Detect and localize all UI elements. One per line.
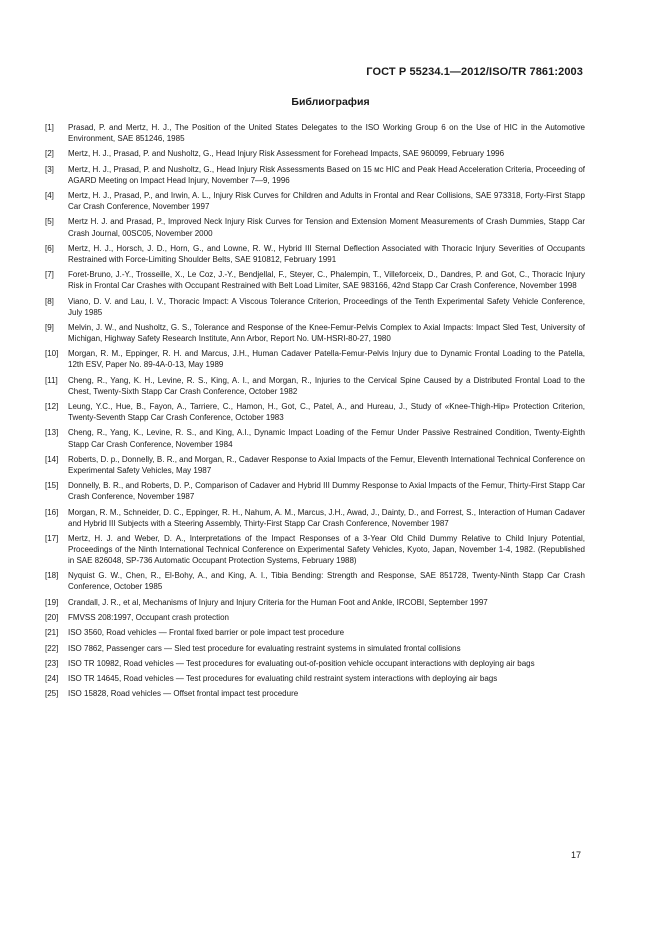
reference-text: Crandall, J. R., et al, Mechanisms of Injury and Injury Criteria for the Human Foot and Ankle, IRCOBI, September 1997 (68, 597, 488, 607)
reference-number: [24] (45, 674, 59, 684)
reference-item (45, 375, 585, 397)
reference-number: [4] (45, 191, 54, 201)
reference-text: Leung, Y.C., Hue, B., Fayon, A., Tarriere, C., Hamon, H., Got, C., Patel, A., and Hureau, J., Study of «Knee-Thigh-Hip» Protection Criterion, Twenty-Seventh Stapp Car Crash Conference, October 1983 (68, 402, 585, 423)
reference-text: Morgan, R. M., Schneider, D. C., Eppinger, R. H., Nahum, A. M., Marcus, J.H., Awad, J., Dainty, D., and Forrest, S., Interaction of Human Cadaver and Hybrid III Subjects with a Steering Assembly, Thirty-First Stapp Car Crash Conference, November 1987 (68, 507, 585, 528)
reference-text: Mertz, H. J., Prasad, P. and Nusholtz, G., Head Injury Risk Assessments Based on 15 мс HIC and Peak Head Acceleration Criteria, Proceeding of AGARD Meeting on Impact Head Injury, November 7—9, 1996 (68, 164, 585, 185)
reference-number: [6] (45, 243, 54, 253)
reference-text: ISO TR 14645, Road vehicles — Test procedures for evaluating child restraint system interactions with deploying air bags (68, 674, 498, 684)
reference-text: Donnelly, B. R., and Roberts, D. P., Comparison of Cadaver and Hybrid III Dummy Response to Axial Impacts of the Femur, Thirty-First Stapp Car Crash Conference, November 1987 (68, 481, 585, 502)
reference-text: Cheng, R., Yang, K. H., Levine, R. S., King, A. I., and Morgan, R., Injuries to the Cervical Spine Caused by a Distributed Frontal Load to the Chest, Twenty-Sixth Stapp Car Crash Conference, October 1982 (68, 375, 585, 396)
page-title: Библиография (291, 96, 370, 108)
reference-number: [22] (45, 643, 59, 653)
reference-item (45, 643, 585, 654)
reference-item (45, 507, 585, 529)
reference-number: [10] (45, 349, 59, 359)
reference-text: Mertz, H. J., Horsch, J. D., Horn, G., and Lowne, R. W., Hybrid III Sternal Deflection Associated with Thoracic Injury Severities of Occupants Restrained with Force-Limiting Shoulder Belts, SAE 910812, February 1991 (68, 243, 585, 264)
reference-number: [1] (45, 123, 54, 132)
standard-header: ГОСТ Р 55234.1—2012/ISO/TR 7861:2003 (366, 66, 583, 78)
reference-item (45, 216, 585, 238)
reference-item (45, 533, 585, 566)
reference-text: Roberts, D. p., Donnelly, B. R., and Morgan, R., Cadaver Response to Axial Impacts of the Femur, Eleventh International Technical Conference on Experimental Safety Vehicles, May 1987 (68, 454, 585, 475)
reference-number: [19] (45, 597, 59, 607)
reference-item (45, 164, 585, 186)
reference-number: [17] (45, 533, 59, 543)
reference-item (45, 427, 585, 449)
reference-number: [18] (45, 571, 59, 581)
reference-item (45, 454, 585, 476)
page-number: 17 (570, 850, 581, 860)
reference-item (45, 612, 585, 623)
reference-item (45, 570, 585, 592)
reference-item (45, 190, 585, 212)
reference-text: ISO TR 10982, Road vehicles — Test procedures for evaluating out-of-position vehicle occupant interactions with deploying air bags (68, 658, 535, 668)
reference-number: [14] (45, 454, 59, 464)
reference-text: ISO 15828, Road vehicles — Offset frontal impact test procedure (68, 689, 299, 699)
reference-number: [23] (45, 658, 59, 668)
reference-item (45, 480, 585, 502)
reference-number: [3] (45, 164, 54, 174)
reference-item (45, 401, 585, 423)
reference-item (45, 269, 585, 291)
reference-text: Cheng, R., Yang, K., Levine, R. S., and King, A.I., Dynamic Impact Loading of the Femur Under Passive Restrained Condition, Twenty-Eighth Stapp Car Crash Conference, November 1984 (68, 428, 585, 449)
reference-item (45, 348, 585, 370)
reference-number: [8] (45, 296, 54, 306)
reference-number: [9] (45, 322, 54, 332)
reference-item (45, 296, 585, 318)
reference-text: Morgan, R. M., Eppinger, R. H. and Marcus, J.H., Human Cadaver Patella-Femur-Pelvis Injury due to Dynamic Frontal Loading to the Patella, 12th ESV, Paper No. 89-4A-0-13, May 1989 (68, 349, 585, 370)
reference-item (45, 243, 585, 265)
reference-number: [21] (45, 628, 59, 638)
reference-item (45, 597, 585, 608)
reference-text: ISO 7862, Passenger cars — Sled test procedure for evaluating restraint systems in simulated frontal collisions (68, 643, 461, 653)
reference-number: [16] (45, 507, 59, 517)
reference-item (45, 148, 585, 159)
reference-text: Melvin, J. W., and Nusholtz, G. S., Tolerance and Response of the Knee-Femur-Pelvis Complex to Axial Impacts: Impact Sled Test, University of Michigan, Highway Safety Research Institute, Ann Arbor, Report No. UM-HSRI-80-27, 1980 (68, 322, 585, 343)
reference-number: [20] (45, 613, 59, 623)
reference-text: FMVSS 208:1997, Occupant crash protection (68, 613, 229, 623)
reference-number: [5] (45, 217, 54, 227)
reference-text: Viano, D. V. and Lau, I. V., Thoracic Impact: A Viscous Tolerance Criterion, Proceedings of the Tenth Experimental Safety Vehicle Conference, July 1985 (68, 296, 585, 317)
reference-item (45, 122, 585, 144)
reference-item (45, 627, 585, 638)
reference-number: [7] (45, 270, 54, 280)
reference-text: Mertz, H. J., Prasad, P., and Irwin, A. L., Injury Risk Curves for Children and Adults in Frontal and Rear Collisions, SAE 973318, Forty-First Stapp Car Crash Conference, November 1997 (68, 191, 585, 212)
reference-number: [2] (45, 149, 54, 159)
reference-text: Mertz, H. J. and Weber, D. A., Interpretations of the Impact Responses of a 3-Year Old Child Dummy Relative to Child Injury Potential, Proceedings of the Ninth International Technical Conference on Experimental Safety Vehicles, Kyoto, Japan, November 1-4, 1982. (Republished in SAE 826048, SP-736 Automatic Occupant Protection Systems, February 1988) (68, 533, 585, 566)
reference-text: Mertz H. J. and Prasad, P., Improved Neck Injury Risk Curves for Tension and Extension Moment Measurements of Crash Dummies, Stapp Car Crash Journal, 00SC05, November 2000 (68, 217, 585, 238)
reference-text: Prasad, P. and Mertz, H. J., The Position of the United States Delegates to the ISO Working Group 6 on the Use of HIC in the Automotive Environment, SAE 851246, 1985 (68, 123, 585, 144)
reference-item (45, 688, 585, 699)
reference-number: [13] (45, 428, 59, 438)
reference-item (45, 658, 585, 669)
reference-number: [11] (45, 375, 58, 385)
reference-text: ISO 3560, Road vehicles — Frontal fixed barrier or pole impact test procedure (68, 628, 345, 638)
reference-number: [25] (45, 689, 59, 699)
bibliography-list (45, 122, 585, 704)
reference-number: [12] (45, 402, 59, 412)
reference-text: Nyquist G. W., Chen, R., El-Bohy, A., and King, A. I., Tibia Bending: Strength and Response, SAE 851728, Twenty-Ninth Stapp Car Crash Conference, October 1985 (68, 571, 585, 592)
reference-number: [15] (45, 481, 59, 491)
reference-text: Mertz, H. J., Prasad, P. and Nusholtz, G., Head Injury Risk Assessment for Forehead Impacts, SAE 960099, February 1996 (68, 149, 505, 159)
reference-text: Foret-Bruno, J.-Y., Trosseille, X., Le Coz, J.-Y., Bendjellal, F., Steyer, C., Phalempin, T., Villeforceix, D., Dandres, P. and Got, C., Thoracic Injury Risk in Frontal Car Crashes with Occupant Restrained with Belt Load Limiter, SAE 983166, 42nd Stapp Car Crash Conference, November 1998 (68, 270, 585, 291)
reference-item (45, 673, 585, 684)
reference-item (45, 322, 585, 344)
